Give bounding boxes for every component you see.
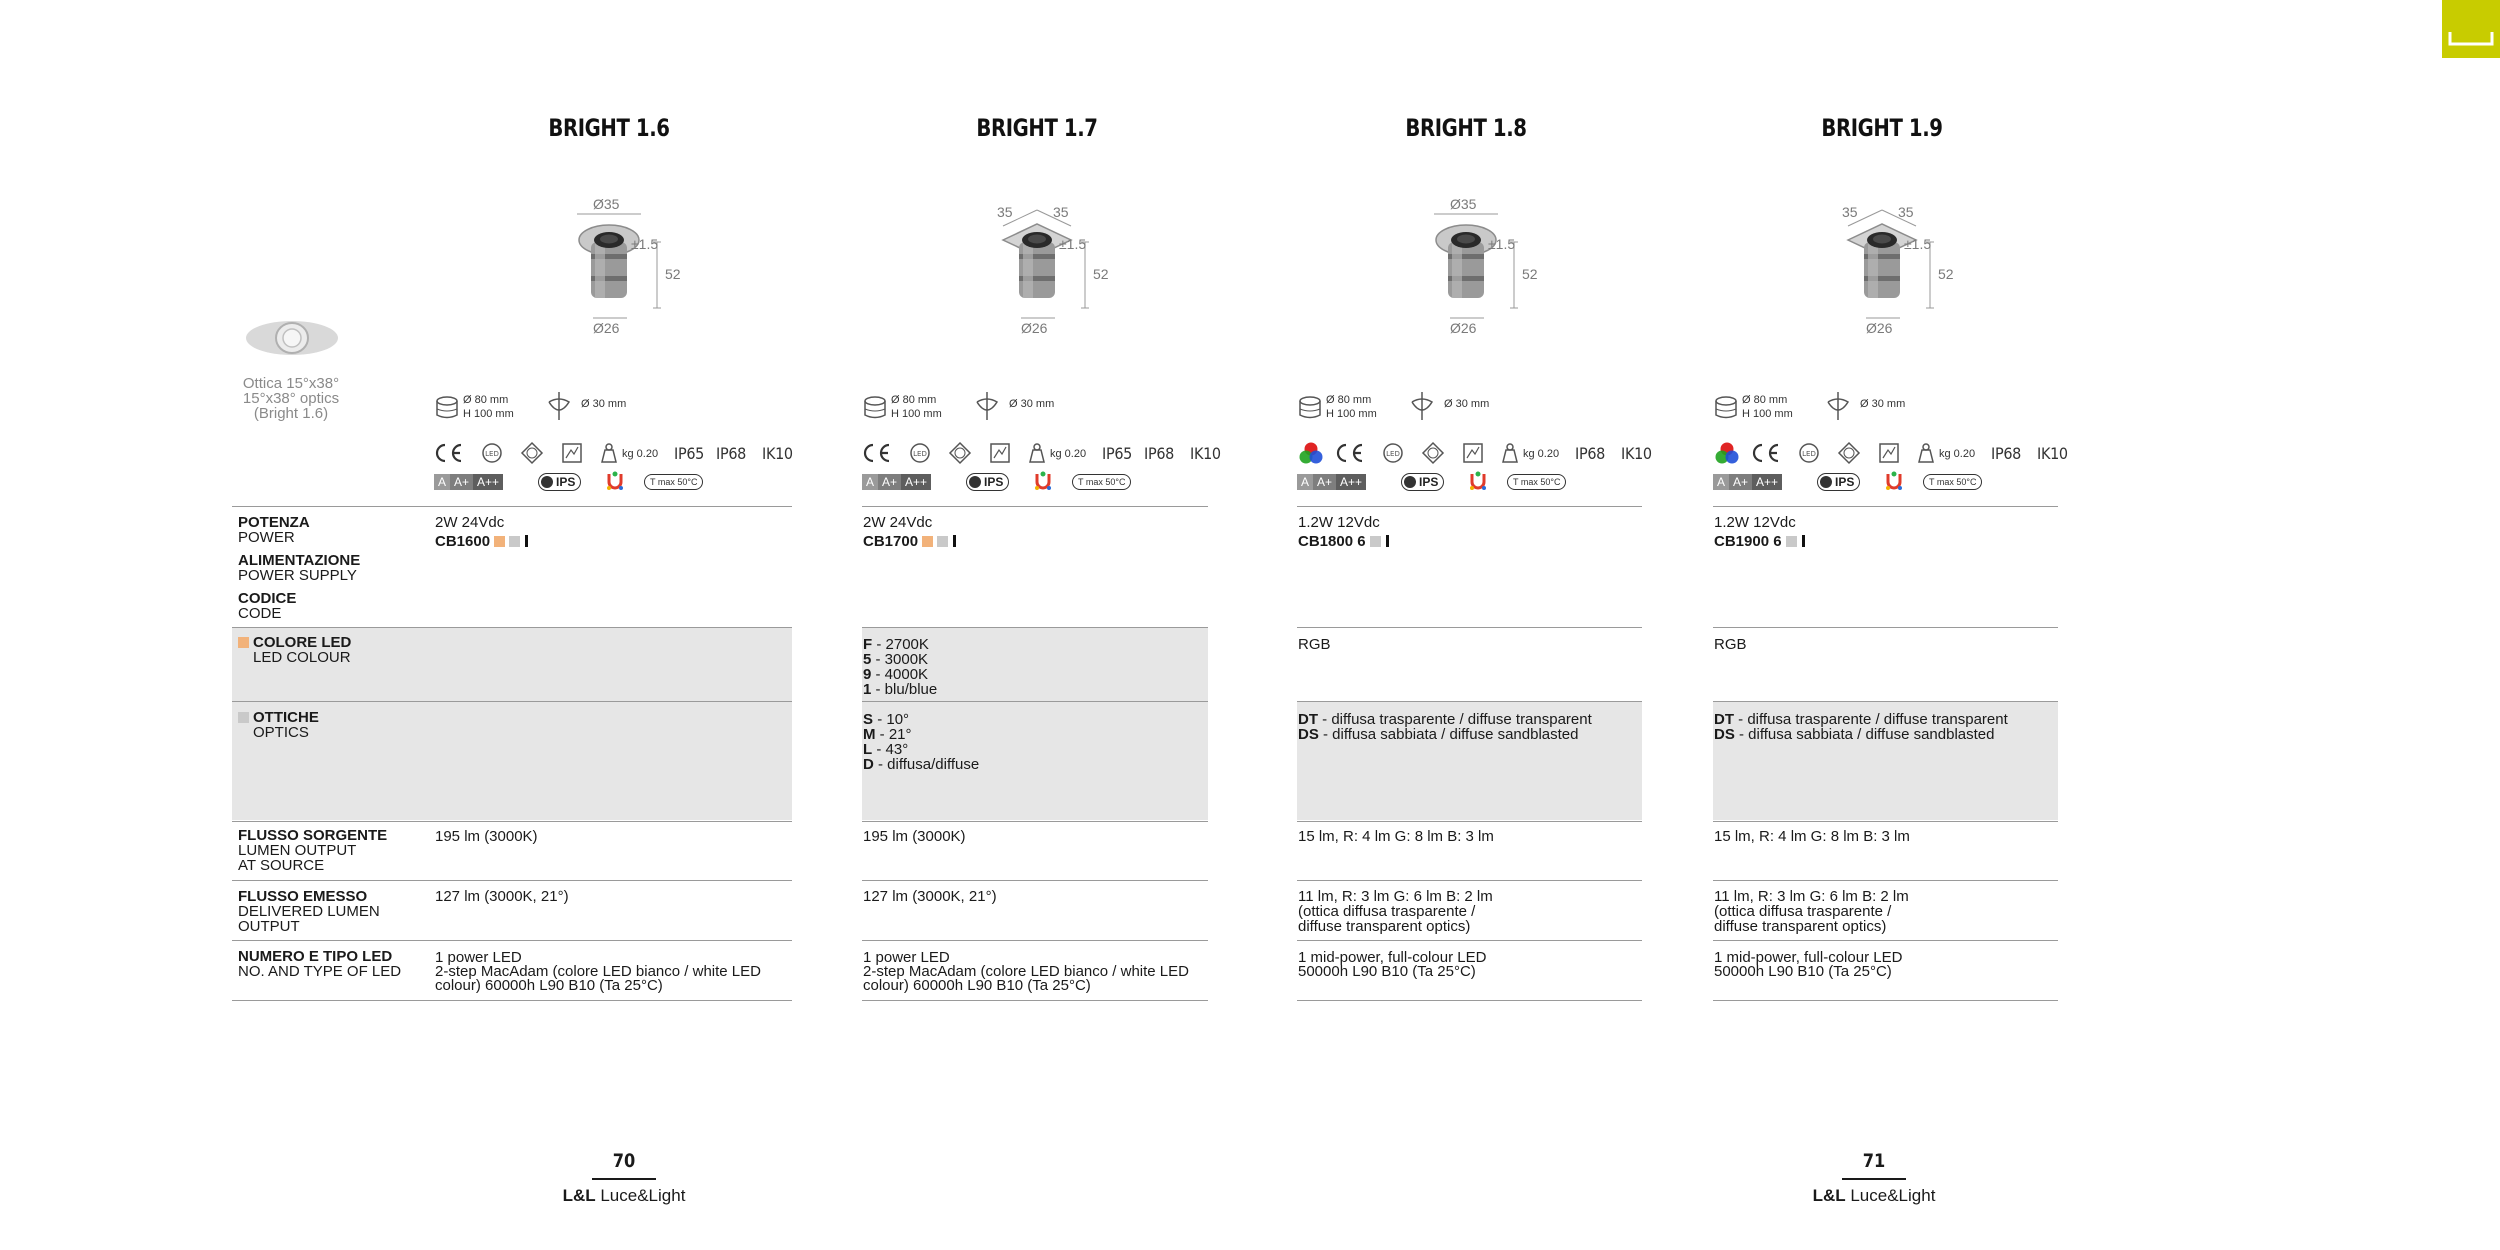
power-value: 1.2W 12Vdc bbox=[1298, 514, 1380, 531]
dim-tolerance: ±1.5 bbox=[1904, 236, 1932, 252]
energy-class: A+ bbox=[1313, 474, 1336, 490]
code-text: CB1700 bbox=[863, 533, 919, 550]
ce-mark-icon bbox=[862, 442, 892, 464]
optic-caption-line: (Bright 1.6) bbox=[253, 405, 329, 422]
led-cert-icon bbox=[1797, 441, 1821, 465]
energy-class: A bbox=[862, 474, 878, 490]
weight-text: kg 0.20 bbox=[622, 448, 659, 460]
ik-rating: IK10 bbox=[1190, 444, 1221, 463]
energy-class: A bbox=[1297, 474, 1313, 490]
flux-emitted-value: (ottica diffusa trasparente / bbox=[1714, 903, 1892, 920]
dim-top-right: 35 bbox=[1053, 204, 1069, 220]
install-depth: H 100 mm bbox=[463, 408, 514, 420]
product-title: BRIGHT 1.8 bbox=[1405, 114, 1527, 142]
optics-desc: - diffusa/diffuse bbox=[878, 756, 980, 773]
optics-item bbox=[1714, 727, 1994, 742]
optics-code: DT bbox=[1298, 711, 1318, 728]
swatch-orange bbox=[494, 536, 505, 547]
code-text: CB1800 6 bbox=[1298, 533, 1366, 550]
brand-rest: Luce&Light bbox=[1845, 1186, 1936, 1205]
led-colour-item bbox=[863, 637, 929, 652]
surface-temp-icon bbox=[560, 441, 584, 465]
flux-source-value: 15 lm, R: 4 lm G: 8 lm B: 3 lm bbox=[1298, 828, 1494, 845]
optics-desc: - 43° bbox=[876, 741, 909, 758]
surface-temp-icon bbox=[1877, 441, 1901, 465]
class-iii-icon bbox=[520, 441, 544, 465]
label-led-type bbox=[238, 949, 401, 979]
led-type-value: colour) 60000h L90 B10 (Ta 25°C) bbox=[435, 977, 663, 994]
dim-bottom-diameter: Ø26 bbox=[593, 320, 620, 336]
class-iii-icon bbox=[948, 441, 972, 465]
ips-text: IPS bbox=[1835, 475, 1855, 489]
rule bbox=[1713, 821, 2058, 822]
magnet-colour-icon bbox=[604, 470, 626, 492]
rule bbox=[1713, 627, 2058, 628]
tmax-badge: T max 50°C bbox=[644, 474, 703, 490]
install-cut: Ø 30 mm bbox=[1009, 398, 1055, 410]
rule bbox=[862, 821, 1208, 822]
drill-cut-icon bbox=[973, 390, 1003, 422]
led-colour-desc: - 3000K bbox=[875, 651, 929, 668]
led-type-value: colour) 60000h L90 B10 (Ta 25°C) bbox=[863, 977, 1091, 994]
svg-text:LED: LED bbox=[1802, 450, 1816, 458]
product-title: BRIGHT 1.7 bbox=[976, 114, 1098, 142]
energy-class-bar bbox=[862, 474, 931, 490]
rule bbox=[862, 940, 1208, 941]
swatch-grey bbox=[1370, 536, 1381, 547]
dim-bottom-diameter: Ø26 bbox=[1866, 320, 1893, 336]
label-supply-it: ALIMENTAZIONE bbox=[238, 552, 361, 569]
ips-dot-icon bbox=[969, 476, 981, 488]
led-colour-item bbox=[863, 652, 928, 667]
label-flux-emitted bbox=[238, 889, 380, 934]
led-cert-icon bbox=[908, 441, 932, 465]
power-value: 1.2W 12Vdc bbox=[1714, 514, 1796, 531]
led-colour-code: 9 bbox=[863, 666, 872, 683]
label-colour-en: LED COLOUR bbox=[253, 649, 351, 666]
label-led-type-en: NO. AND TYPE OF LED bbox=[238, 963, 402, 980]
label-power-en: POWER bbox=[238, 529, 295, 546]
optics-desc: - diffusa sabbiata / diffuse sandblasted bbox=[1323, 726, 1579, 743]
weight-text: kg 0.20 bbox=[1939, 448, 1976, 460]
dim-top-left: 35 bbox=[1842, 204, 1858, 220]
rule bbox=[1297, 821, 1642, 822]
energy-class: A bbox=[1713, 474, 1729, 490]
pipe-marker bbox=[953, 535, 956, 547]
led-colour-code: F bbox=[863, 636, 873, 653]
ce-mark-icon bbox=[1335, 442, 1365, 464]
pipe-marker bbox=[525, 535, 528, 547]
surface-temp-icon bbox=[988, 441, 1012, 465]
optics-code: DS bbox=[1298, 726, 1319, 743]
ik-rating: IK10 bbox=[1621, 444, 1652, 463]
rule bbox=[1713, 940, 2058, 941]
energy-class-bar bbox=[434, 474, 503, 490]
pipe-marker bbox=[1386, 535, 1389, 547]
class-iii-icon bbox=[1837, 441, 1861, 465]
page-rule-right bbox=[1842, 1178, 1906, 1180]
pipe-marker bbox=[1802, 535, 1805, 547]
led-colour-item bbox=[863, 667, 928, 682]
install-depth: H 100 mm bbox=[891, 408, 942, 420]
dim-height: 52 bbox=[1093, 266, 1109, 282]
dim-top-diameter: Ø35 bbox=[1450, 196, 1477, 212]
energy-class: A++ bbox=[901, 474, 931, 490]
ik-rating: IK10 bbox=[2037, 444, 2068, 463]
label-led-colour bbox=[238, 635, 351, 665]
led-type-value: 50000h L90 B10 (Ta 25°C) bbox=[1298, 963, 1476, 980]
swatch-grey bbox=[937, 536, 948, 547]
install-cut: Ø 30 mm bbox=[1444, 398, 1490, 410]
dim-top-left: 35 bbox=[997, 204, 1013, 220]
rule bbox=[862, 506, 1208, 507]
dim-tolerance: ±1.5 bbox=[1488, 236, 1516, 252]
ips-badge bbox=[538, 473, 581, 491]
code-value bbox=[1714, 534, 1805, 549]
led-colour-code: 5 bbox=[863, 651, 872, 668]
label-flux-source-it: FLUSSO SORGENTE bbox=[238, 827, 388, 844]
optics-code: DT bbox=[1714, 711, 1734, 728]
led-type-value: 2-step MacAdam (colore LED bianco / white LED bbox=[863, 963, 1189, 980]
power-value: 2W 24Vdc bbox=[435, 514, 505, 531]
label-power-it: POTENZA bbox=[238, 514, 310, 531]
energy-class: A++ bbox=[473, 474, 503, 490]
rule bbox=[862, 1000, 1208, 1001]
flux-emitted-value: 11 lm, R: 3 lm G: 6 lm B: 2 lm bbox=[1714, 888, 1909, 905]
ips-dot-icon bbox=[1820, 476, 1832, 488]
dim-bottom-diameter: Ø26 bbox=[1021, 320, 1048, 336]
led-colour-code: 1 bbox=[863, 681, 872, 698]
swatch-grey bbox=[238, 712, 249, 723]
label-flux-source-en: LUMEN OUTPUT bbox=[238, 842, 357, 859]
swatch-orange bbox=[238, 637, 249, 648]
install-hole: Ø 80 mm bbox=[891, 394, 937, 406]
brand-right bbox=[1774, 1186, 1974, 1206]
weight-text: kg 0.20 bbox=[1050, 448, 1087, 460]
code-value bbox=[435, 534, 528, 549]
optics-item bbox=[863, 712, 909, 727]
magnet-colour-icon bbox=[1032, 470, 1054, 492]
code-text: CB1600 bbox=[435, 533, 491, 550]
led-type-value: 1 power LED bbox=[863, 949, 950, 966]
ip-rating: IP65 bbox=[1102, 444, 1133, 463]
energy-class: A+ bbox=[1729, 474, 1752, 490]
code-value bbox=[863, 534, 956, 549]
swatch-grey bbox=[509, 536, 520, 547]
rule bbox=[232, 1000, 792, 1001]
swatch-orange bbox=[922, 536, 933, 547]
install-box-icon bbox=[434, 393, 464, 423]
optic-caption-line: Ottica 15°x38° bbox=[242, 375, 340, 392]
led-type-value: 50000h L90 B10 (Ta 25°C) bbox=[1714, 963, 1892, 980]
rule bbox=[1297, 627, 1642, 628]
flux-source-value: 195 lm (3000K) bbox=[435, 828, 538, 845]
label-optics bbox=[238, 710, 319, 740]
energy-class: A bbox=[434, 474, 450, 490]
ip-rating: IP68 bbox=[1144, 444, 1175, 463]
flux-emitted-value: (ottica diffusa trasparente / bbox=[1298, 903, 1476, 920]
ip-rating: IP68 bbox=[1991, 444, 2022, 463]
label-led-type-it: NUMERO E TIPO LED bbox=[238, 948, 393, 965]
optics-code: S bbox=[863, 711, 874, 728]
optics-code: L bbox=[863, 741, 873, 758]
led-type-value: 2-step MacAdam (colore LED bianco / white LED bbox=[435, 963, 761, 980]
flux-source-value: 195 lm (3000K) bbox=[863, 828, 966, 845]
install-box-icon bbox=[1297, 393, 1327, 423]
dim-top-right: 35 bbox=[1898, 204, 1914, 220]
brand-rest: Luce&Light bbox=[595, 1186, 686, 1205]
label-flux-emitted-it: FLUSSO EMESSO bbox=[238, 888, 368, 905]
surface-temp-icon bbox=[1461, 441, 1485, 465]
label-optics-en: OPTICS bbox=[253, 724, 309, 741]
page-number-left: 70 bbox=[612, 1150, 636, 1172]
svg-text:LED: LED bbox=[485, 450, 499, 458]
label-flux-emitted-en: OUTPUT bbox=[238, 918, 300, 935]
label-power bbox=[238, 515, 310, 545]
flux-emitted-value: 127 lm (3000K, 21°) bbox=[435, 888, 569, 905]
rule bbox=[232, 506, 792, 507]
drill-cut-icon bbox=[545, 390, 575, 422]
label-code-it: CODICE bbox=[238, 590, 297, 607]
flux-emitted-value: diffuse transparent optics) bbox=[1298, 918, 1471, 935]
optics-desc: - 10° bbox=[877, 711, 910, 728]
weight-icon bbox=[1026, 442, 1048, 464]
label-supply-en: POWER SUPPLY bbox=[238, 567, 357, 584]
rule bbox=[1297, 880, 1642, 881]
label-optics-it: OTTICHE bbox=[253, 709, 319, 726]
energy-class: A+ bbox=[450, 474, 473, 490]
led-colour-desc: - 2700K bbox=[876, 636, 929, 653]
optic-caption-line: 15°x38° optics bbox=[242, 390, 340, 407]
rule bbox=[1297, 506, 1642, 507]
label-flux-source-en: AT SOURCE bbox=[238, 857, 325, 874]
led-colour-value: RGB bbox=[1714, 636, 1747, 653]
drill-cut-icon bbox=[1408, 390, 1438, 422]
rule bbox=[1713, 506, 2058, 507]
label-colour-it: COLORE LED bbox=[253, 634, 352, 651]
dim-height: 52 bbox=[665, 266, 681, 282]
weight-text: kg 0.20 bbox=[1523, 448, 1560, 460]
ips-text: IPS bbox=[984, 475, 1004, 489]
rgb-icon bbox=[1297, 441, 1325, 465]
ce-mark-icon bbox=[434, 442, 464, 464]
energy-class: A++ bbox=[1336, 474, 1366, 490]
optics-code: D bbox=[863, 756, 874, 773]
tab-glyph-icon bbox=[2442, 0, 2500, 58]
optics-desc: - diffusa trasparente / diffuse transparent bbox=[1322, 711, 1592, 728]
label-code bbox=[238, 591, 296, 621]
ips-badge bbox=[1401, 473, 1444, 491]
round-fixture-drawing bbox=[1402, 196, 1542, 336]
dim-height: 52 bbox=[1522, 266, 1538, 282]
rule bbox=[1713, 880, 2058, 881]
rule bbox=[1713, 1000, 2058, 1001]
square-fixture-drawing bbox=[973, 196, 1113, 336]
install-box-icon bbox=[1713, 393, 1743, 423]
optics-desc: - diffusa sabbiata / diffuse sandblasted bbox=[1739, 726, 1995, 743]
led-type-value: 1 mid-power, full-colour LED bbox=[1714, 949, 1903, 966]
install-depth: H 100 mm bbox=[1742, 408, 1793, 420]
svg-text:LED: LED bbox=[1386, 450, 1400, 458]
flux-emitted-value: 11 lm, R: 3 lm G: 6 lm B: 2 lm bbox=[1298, 888, 1493, 905]
install-hole: Ø 80 mm bbox=[1742, 394, 1788, 406]
square-fixture-drawing bbox=[1818, 196, 1958, 336]
energy-class: A++ bbox=[1752, 474, 1782, 490]
corner-tab bbox=[2442, 0, 2500, 58]
install-depth: H 100 mm bbox=[1326, 408, 1377, 420]
optics-desc: - 21° bbox=[879, 726, 912, 743]
install-cut: Ø 30 mm bbox=[581, 398, 627, 410]
rule bbox=[1297, 940, 1642, 941]
round-fixture-drawing bbox=[545, 196, 685, 336]
ip-rating: IP68 bbox=[716, 444, 747, 463]
brand-bold: L&L bbox=[1812, 1186, 1846, 1205]
rule bbox=[862, 880, 1208, 881]
led-colour-desc: - blu/blue bbox=[875, 681, 938, 698]
install-hole: Ø 80 mm bbox=[1326, 394, 1372, 406]
weight-icon bbox=[598, 442, 620, 464]
drill-cut-icon bbox=[1824, 390, 1854, 422]
ce-mark-icon bbox=[1751, 442, 1781, 464]
weight-icon bbox=[1499, 442, 1521, 464]
optics-item bbox=[1298, 712, 1592, 727]
energy-class-bar bbox=[1713, 474, 1782, 490]
optics-desc: - diffusa trasparente / diffuse transparent bbox=[1738, 711, 2008, 728]
label-flux-emitted-en: DELIVERED LUMEN bbox=[238, 903, 380, 920]
tmax-badge: T max 50°C bbox=[1072, 474, 1131, 490]
ik-rating: IK10 bbox=[762, 444, 793, 463]
label-supply bbox=[238, 553, 360, 583]
weight-icon bbox=[1915, 442, 1937, 464]
dim-tolerance: ±1.5 bbox=[1059, 236, 1087, 252]
ip-rating: IP68 bbox=[1575, 444, 1606, 463]
label-flux-source bbox=[238, 828, 387, 873]
power-value: 2W 24Vdc bbox=[863, 514, 933, 531]
ip-rating: IP65 bbox=[674, 444, 705, 463]
class-iii-icon bbox=[1421, 441, 1445, 465]
optics-item bbox=[863, 727, 912, 742]
optics-code: M bbox=[863, 726, 876, 743]
ips-dot-icon bbox=[1404, 476, 1416, 488]
optics-item bbox=[863, 757, 979, 772]
install-box-icon bbox=[862, 393, 892, 423]
ips-text: IPS bbox=[556, 475, 576, 489]
code-value bbox=[1298, 534, 1389, 549]
flux-emitted-value: 127 lm (3000K, 21°) bbox=[863, 888, 997, 905]
rule bbox=[232, 701, 792, 702]
dim-top-diameter: Ø35 bbox=[593, 196, 620, 212]
magnet-colour-icon bbox=[1467, 470, 1489, 492]
dim-tolerance: ±1.5 bbox=[631, 236, 659, 252]
rule bbox=[232, 821, 792, 822]
install-cut: Ø 30 mm bbox=[1860, 398, 1906, 410]
energy-class: A+ bbox=[878, 474, 901, 490]
rgb-icon bbox=[1713, 441, 1741, 465]
swatch-grey bbox=[1786, 536, 1797, 547]
rule bbox=[232, 940, 792, 941]
label-code-en: CODE bbox=[238, 605, 282, 622]
tmax-badge: T max 50°C bbox=[1923, 474, 1982, 490]
optics-item bbox=[863, 742, 908, 757]
rule bbox=[232, 880, 792, 881]
dim-bottom-diameter: Ø26 bbox=[1450, 320, 1477, 336]
optics-code: DS bbox=[1714, 726, 1735, 743]
ips-dot-icon bbox=[541, 476, 553, 488]
product-title: BRIGHT 1.9 bbox=[1821, 114, 1943, 142]
optics-item bbox=[1714, 712, 2008, 727]
product-title: BRIGHT 1.6 bbox=[548, 114, 670, 142]
ips-badge bbox=[966, 473, 1009, 491]
led-colour-item bbox=[863, 682, 937, 697]
energy-class-bar bbox=[1297, 474, 1366, 490]
led-cert-icon bbox=[480, 441, 504, 465]
code-text: CB1900 6 bbox=[1714, 533, 1782, 550]
dim-height: 52 bbox=[1938, 266, 1954, 282]
led-type-value: 1 mid-power, full-colour LED bbox=[1298, 949, 1487, 966]
magnet-colour-icon bbox=[1883, 470, 1905, 492]
optic-caption bbox=[228, 376, 354, 421]
page-rule-left bbox=[592, 1178, 656, 1180]
rule bbox=[1297, 1000, 1642, 1001]
led-colour-desc: - 4000K bbox=[875, 666, 929, 683]
tmax-badge: T max 50°C bbox=[1507, 474, 1566, 490]
page-number-right: 71 bbox=[1862, 1150, 1886, 1172]
install-hole: Ø 80 mm bbox=[463, 394, 509, 406]
brand-left bbox=[524, 1186, 724, 1206]
flux-source-value: 15 lm, R: 4 lm G: 8 lm B: 3 lm bbox=[1714, 828, 1910, 845]
brand-bold: L&L bbox=[562, 1186, 596, 1205]
ips-badge bbox=[1817, 473, 1860, 491]
rule bbox=[232, 627, 792, 628]
ips-text: IPS bbox=[1419, 475, 1439, 489]
flux-emitted-value: diffuse transparent optics) bbox=[1714, 918, 1887, 935]
led-cert-icon bbox=[1381, 441, 1405, 465]
led-type-value: 1 power LED bbox=[435, 949, 522, 966]
svg-text:LED: LED bbox=[913, 450, 927, 458]
led-colour-value: RGB bbox=[1298, 636, 1331, 653]
optics-item bbox=[1298, 727, 1578, 742]
optic-lens-image bbox=[244, 318, 340, 358]
